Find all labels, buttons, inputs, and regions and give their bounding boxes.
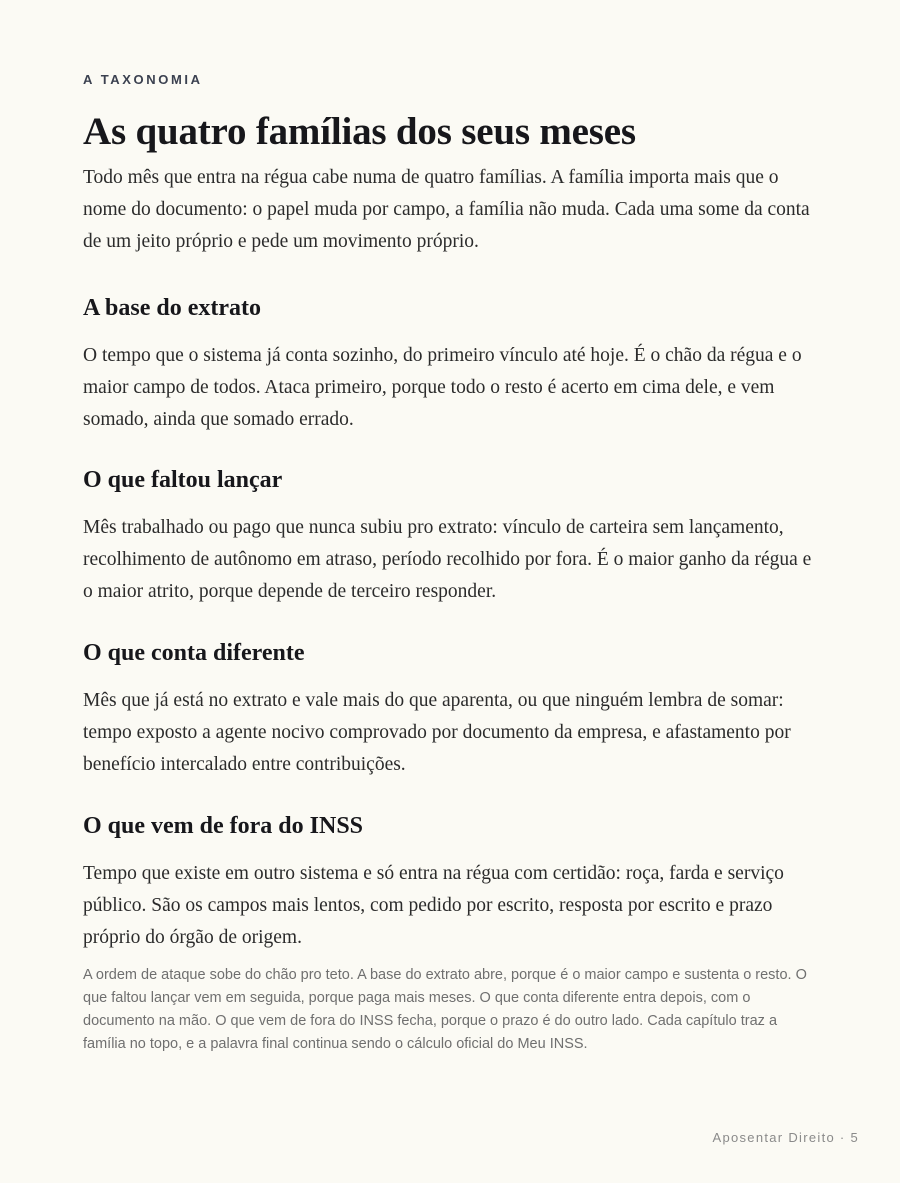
section-o-que-faltou-lancar xyxy=(83,464,823,608)
page-footer: Aposentar Direito · 5 xyxy=(712,1130,859,1145)
intro-paragraph: Todo mês que entra na régua cabe numa de quatro famílias. A família importa mais que o nome do documento: o papel muda por campo, a família não muda. Cada uma some da conta de um jeito próprio e pede um movimento próprio. xyxy=(83,167,810,252)
section-o-que-conta-diferente xyxy=(83,637,823,781)
section-heading: O que vem de fora do INSS xyxy=(83,813,364,839)
section-heading: O que faltou lançar xyxy=(83,467,283,493)
section-body: Tempo que existe em outro sistema e só entra na régua com certidão: roça, farda e serviço público. São os campos mais lentos, com pedido por escrito, resposta por escrito e prazo próprio do órgão de origem. xyxy=(83,863,784,948)
order-note: A ordem de ataque sobe do chão pro teto. A base do extrato abre, porque é o maior campo e sustenta o resto. O que faltou lançar vem em seguida, porque paga mais meses. O que conta diferente entra depois, com o documento na mão. O que vem de fora do INSS fecha, porque o prazo é do outro lado. Cada capítulo traz a família no topo, e a palavra final continua sendo o cálculo oficial do Meu INSS. xyxy=(83,967,807,1052)
section-heading: O que conta diferente xyxy=(83,640,305,666)
section-body: Mês que já está no extrato e vale mais do que aparenta, ou que ninguém lembra de somar: tempo exposto a agente nocivo comprovado por documento da empresa, e afastamento por benefício intercalado entre contribuições. xyxy=(83,690,791,775)
section-o-que-vem-de-fora xyxy=(83,810,823,954)
section-body: Mês trabalhado ou pago que nunca subiu pro extrato: vínculo de carteira sem lançamento, recolhimento de autônomo em atraso, período recolhido por fora. É o maior ganho da régua e o maior atrito, porque depende de terceiro responder. xyxy=(83,517,812,602)
section-body: O tempo que o sistema já conta sozinho, do primeiro vínculo até hoje. É o chão da régua e o maior campo de todos. Ataca primeiro, porque todo o resto é acerto em cima dele, e vem somado, ainda que somado errado. xyxy=(83,345,802,430)
section-base-do-extrato xyxy=(83,292,823,436)
section-heading: A base do extrato xyxy=(83,295,261,321)
section-eyebrow: A TAXONOMIA xyxy=(83,72,203,87)
page-title: As quatro famílias dos seus meses xyxy=(83,110,636,153)
